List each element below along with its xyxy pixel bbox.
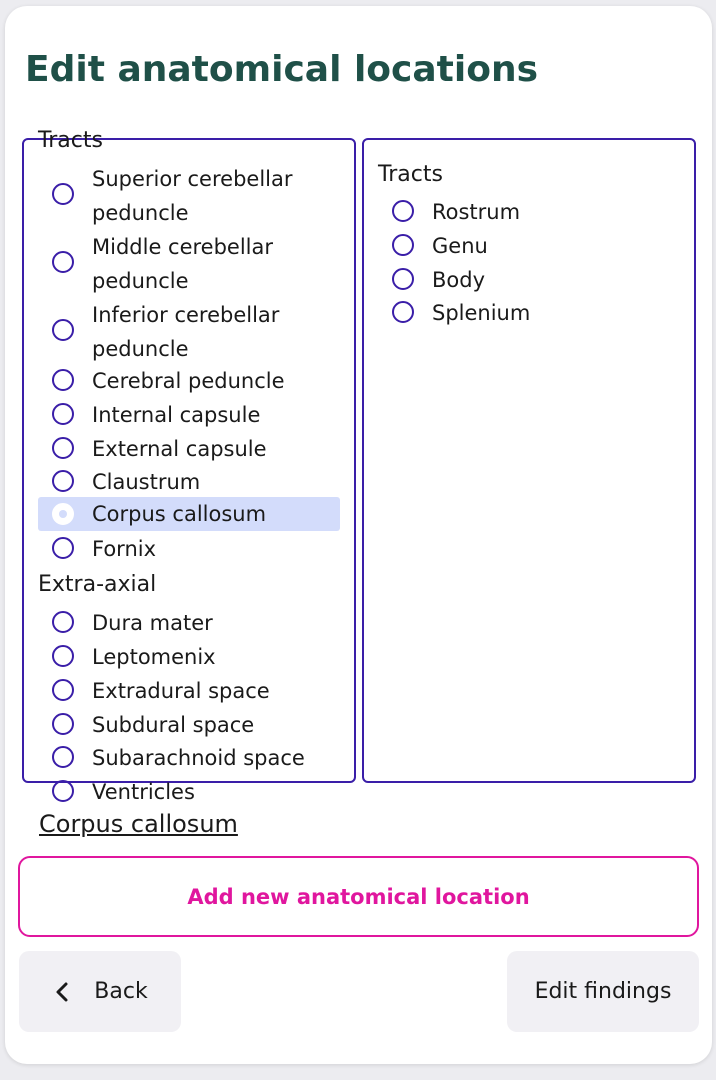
radio-button[interactable]	[392, 268, 414, 290]
radio-button[interactable]	[52, 645, 74, 667]
radio-button[interactable]	[52, 713, 74, 735]
list-item[interactable]	[38, 708, 340, 742]
list-item-label: Rostrum	[432, 200, 521, 224]
list-item-label: Body	[432, 268, 486, 292]
list-item[interactable]	[378, 229, 680, 263]
list-item-label: Fornix	[92, 537, 157, 561]
list-item[interactable]	[378, 296, 680, 330]
list-item-label: Subarachnoid space	[92, 746, 305, 770]
list-item[interactable]	[38, 398, 340, 432]
list-item-label: Splenium	[432, 301, 531, 325]
radio-button[interactable]	[52, 611, 74, 633]
radio-button[interactable]	[52, 679, 74, 701]
location-list-panel[interactable]	[22, 128, 356, 804]
list-item-label: Dura mater	[92, 611, 213, 635]
list-item-label: Genu	[432, 234, 488, 258]
list-item[interactable]	[38, 741, 340, 775]
radio-button[interactable]	[52, 319, 74, 341]
list-item-label: Leptomenix	[92, 645, 216, 669]
list-item-label: Cerebral peduncle	[92, 369, 285, 393]
list-item[interactable]	[38, 432, 340, 466]
radio-button[interactable]	[52, 369, 74, 391]
edit-findings-button[interactable]: Edit findings	[507, 951, 699, 1032]
radio-button[interactable]	[52, 470, 74, 492]
list-item-label: External capsule	[92, 437, 267, 461]
group-header-tracts: Tracts	[378, 162, 443, 187]
list-item-label: Superior cerebellar peduncle	[92, 167, 293, 225]
list-item-label: Internal capsule	[92, 403, 261, 427]
list-item[interactable]	[38, 674, 340, 708]
selected-location-link[interactable]: Corpus callosum	[39, 810, 238, 838]
list-item[interactable]	[38, 298, 340, 366]
list-item-label: Subdural space	[92, 713, 255, 737]
list-item[interactable]	[38, 532, 340, 566]
list-item[interactable]	[38, 775, 340, 809]
add-anatomical-location-button[interactable]: Add new anatomical location	[18, 856, 699, 937]
list-item-label: Claustrum	[92, 470, 201, 494]
group-header-extra-axial: Extra-axial	[38, 572, 157, 597]
list-item[interactable]	[38, 606, 340, 640]
radio-button[interactable]	[392, 301, 414, 323]
list-item-label: Ventricles	[92, 780, 195, 804]
radio-button[interactable]	[392, 200, 414, 222]
radio-button[interactable]	[52, 746, 74, 768]
list-item[interactable]	[38, 230, 340, 298]
list-item-label: Corpus callosum	[92, 502, 267, 526]
list-item[interactable]	[378, 195, 680, 229]
list-item-label: Middle cerebellar peduncle	[92, 235, 274, 293]
radio-button[interactable]	[52, 780, 74, 802]
list-item[interactable]	[38, 465, 340, 499]
list-item[interactable]	[378, 263, 680, 297]
list-item[interactable]	[38, 162, 340, 230]
radio-button[interactable]	[52, 537, 74, 559]
radio-button[interactable]	[52, 183, 74, 205]
list-item[interactable]	[38, 640, 340, 674]
list-item-label: Extradural space	[92, 679, 270, 703]
sub-location-panel[interactable]	[362, 138, 696, 783]
list-item-label: Inferior cerebellar peduncle	[92, 303, 280, 361]
radio-button-selected[interactable]	[52, 503, 74, 525]
radio-button[interactable]	[52, 403, 74, 425]
chevron-left-icon	[52, 981, 72, 1003]
radio-button[interactable]	[392, 234, 414, 256]
group-header-tracts: Tracts	[38, 128, 103, 153]
radio-button[interactable]	[52, 251, 74, 273]
back-button-label: Back	[94, 979, 148, 1004]
radio-button[interactable]	[52, 437, 74, 459]
back-button[interactable]	[19, 951, 181, 1032]
page-title: Edit anatomical locations	[25, 49, 538, 90]
list-item[interactable]	[38, 364, 340, 398]
list-item-selected[interactable]	[38, 497, 340, 531]
